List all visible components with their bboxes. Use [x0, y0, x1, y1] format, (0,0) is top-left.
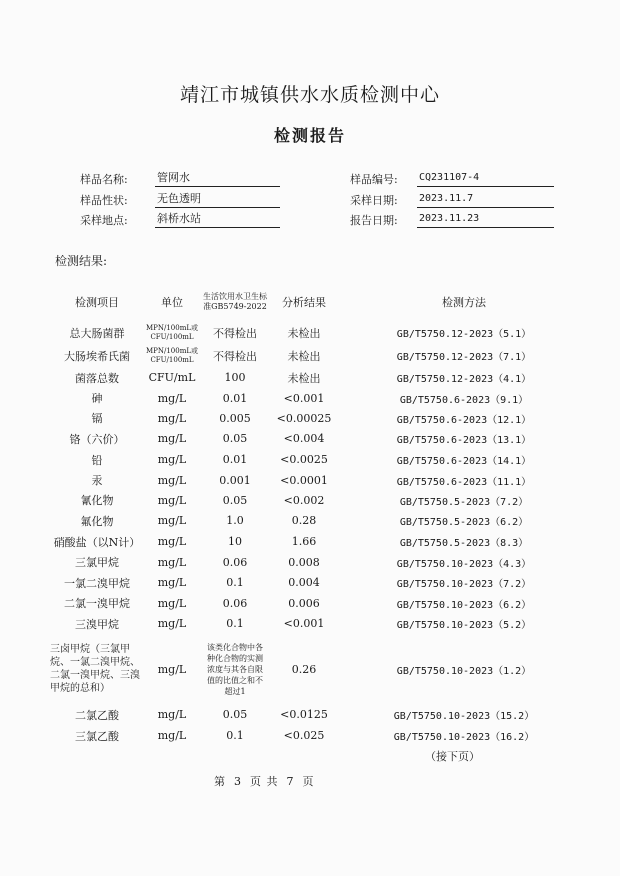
row-standard-cell: 0.06: [222, 596, 248, 610]
report-title: 检测报告: [273, 126, 346, 145]
table-header-row: [50, 283, 590, 321]
row-unit-cell: MPN/100mL或CFU/100mL: [145, 323, 198, 341]
row-standard-cell: 该类化合物中各种化合物的实测浓度与其各自限值的比值之和不超过1: [207, 642, 263, 696]
table-row: [50, 428, 590, 449]
row-item-cell: 汞: [91, 474, 103, 487]
row-method-cell: GB/T5750.10-2023（7.2）: [396, 579, 532, 590]
row-standard-cell: 0.001: [219, 473, 251, 487]
sample-property-label: 样品性状:: [80, 194, 128, 207]
row-result-cell: 未检出: [287, 371, 321, 385]
row-unit-cell: mg/L: [157, 596, 187, 610]
row-item-cell: 砷: [91, 392, 103, 405]
row-standard-cell: 0.05: [222, 432, 248, 445]
sample-property-value: 无色透明: [155, 192, 280, 208]
footer-middle: 页 共: [250, 775, 279, 788]
row-result-cell: 未检出: [287, 326, 321, 340]
row-item-cell: 硝酸盐（以N计）: [53, 535, 141, 549]
results-table: [50, 283, 590, 746]
row-standard-cell: 0.06: [222, 555, 248, 569]
row-item-cell: 氰化物: [80, 494, 114, 507]
row-method-cell: GB/T5750.6-2023（13.1）: [396, 435, 532, 446]
row-result-cell: <0.001: [283, 391, 325, 405]
row-item-cell: 三溴甲烷: [75, 617, 119, 631]
table-body: [50, 321, 590, 746]
row-result-cell: <0.001: [283, 617, 325, 630]
row-standard-cell: 0.05: [222, 493, 248, 507]
row-standard-cell: 10: [228, 535, 242, 548]
row-method-cell: GB/T5750.12-2023（5.1）: [396, 329, 532, 340]
table-row: [50, 613, 590, 634]
row-item-cell: 二氯乙酸: [75, 708, 119, 722]
row-unit-cell: mg/L: [157, 473, 187, 487]
row-unit-cell: mg/L: [157, 391, 187, 405]
footer-suffix: 页: [302, 775, 315, 788]
row-result-cell: 0.26: [291, 662, 317, 676]
row-standard-cell: 0.1: [226, 576, 244, 589]
row-method-cell: GB/T5750.10-2023（4.3）: [396, 558, 532, 570]
row-item-cell: 铬（六价）: [69, 432, 125, 446]
table-row: [50, 572, 590, 593]
row-unit-cell: CFU/mL: [148, 371, 196, 384]
row-unit-cell: mg/L: [157, 617, 187, 630]
table-row: [50, 725, 590, 746]
row-result-cell: 0.004: [288, 576, 320, 589]
sample-name-label: 样品名称:: [80, 173, 128, 186]
row-standard-cell: 1.0: [226, 514, 244, 527]
row-item-cell: 铅: [91, 453, 103, 467]
row-item-cell: 三卤甲烷（三氯甲烷、一氯二溴甲烷、二氯一溴甲烷、三溴甲烷的总和）: [50, 644, 140, 694]
row-standard-cell: 100: [224, 371, 246, 384]
footer-total-pages: 7: [286, 775, 295, 788]
footer-page-number: 3: [234, 775, 242, 788]
row-unit-cell: mg/L: [157, 535, 187, 548]
row-result-cell: <0.0025: [280, 453, 328, 466]
report-date-label: 报告日期:: [350, 214, 398, 227]
row-unit-cell: mg/L: [157, 411, 187, 425]
row-unit-cell: mg/L: [157, 514, 187, 527]
table-row: [50, 344, 590, 367]
row-method-cell: GB/T5750.6-2023（9.1）: [399, 394, 529, 406]
row-standard-cell: 0.01: [222, 391, 248, 405]
table-row: [50, 321, 590, 344]
row-method-cell: GB/T5750.10-2023（1.2）: [396, 665, 532, 677]
page-footer: [210, 773, 319, 789]
sampling-location-value: 斜桥水站: [155, 212, 280, 228]
table-row: [50, 704, 590, 725]
table-row: [50, 490, 590, 510]
row-item-cell: 菌落总数: [75, 371, 119, 385]
row-method-cell: GB/T5750.10-2023（5.2）: [396, 620, 532, 631]
row-method-cell: GB/T5750.5-2023（7.2）: [399, 496, 529, 508]
row-standard-cell: 不得检出: [213, 326, 257, 340]
row-result-cell: 0.006: [288, 596, 320, 610]
table-row: [50, 531, 590, 552]
report-date-value: 2023.11.23: [417, 212, 554, 228]
row-item-cell: 大肠埃希氏菌: [64, 349, 130, 363]
row-method-cell: GB/T5750.5-2023（8.3）: [399, 538, 529, 549]
header-unit: 单位: [161, 296, 183, 309]
table-row: [50, 470, 590, 490]
row-method-cell: GB/T5750.6-2023（12.1）: [396, 414, 532, 426]
sampling-date-value: 2023.11.7: [417, 192, 554, 208]
row-method-cell: GB/T5750.10-2023（6.2）: [396, 599, 532, 611]
footer-prefix: 第: [214, 775, 226, 788]
row-result-cell: <0.025: [283, 729, 325, 742]
table-row: [50, 367, 590, 388]
row-result-cell: 1.66: [291, 535, 317, 548]
table-row: [50, 510, 590, 531]
row-method-cell: GB/T5750.6-2023（11.1）: [396, 476, 532, 488]
row-unit-cell: mg/L: [157, 729, 187, 742]
header-method: 检测方法: [442, 296, 486, 309]
row-item-cell: 三氯乙酸: [75, 729, 119, 743]
row-unit-cell: mg/L: [157, 662, 187, 676]
table-row: [50, 552, 590, 572]
row-unit-cell: mg/L: [157, 576, 187, 589]
table-row: [50, 634, 590, 704]
row-method-cell: GB/T5750.10-2023（15.2）: [393, 711, 535, 722]
row-unit-cell: MPN/100mL或CFU/100mL: [145, 346, 198, 364]
row-result-cell: <0.002: [283, 493, 325, 507]
table-row: [50, 449, 590, 470]
row-result-cell: 0.008: [288, 555, 320, 569]
row-result-cell: <0.004: [283, 432, 325, 445]
sample-info: [0, 0, 620, 240]
organization-name: 靖江市城镇供水水质检测中心: [179, 84, 440, 106]
row-standard-cell: 0.05: [222, 708, 248, 721]
row-item-cell: 三氯甲烷: [75, 556, 119, 569]
row-item-cell: 镉: [91, 412, 103, 425]
results-label: 检测结果:: [55, 254, 108, 268]
row-standard-cell: 0.005: [219, 411, 251, 425]
header-item: 检测项目: [75, 296, 119, 309]
row-standard-cell: 0.01: [222, 453, 248, 466]
table-row: [50, 593, 590, 613]
row-item-cell: 一氯二溴甲烷: [64, 576, 130, 590]
header-result: 分析结果: [282, 296, 326, 309]
table-row: [50, 388, 590, 408]
row-standard-cell: 0.1: [226, 729, 244, 742]
row-method-cell: GB/T5750.12-2023（4.1）: [396, 374, 532, 385]
row-standard-cell: 不得检出: [213, 349, 257, 363]
row-result-cell: 0.28: [291, 514, 317, 527]
row-unit-cell: mg/L: [157, 453, 187, 466]
row-item-cell: 氟化物: [80, 514, 114, 528]
sample-id-value: CQ231107-4: [417, 171, 554, 187]
row-method-cell: GB/T5750.6-2023（14.1）: [396, 456, 532, 467]
table-row: [50, 408, 590, 428]
row-result-cell: <0.00025: [276, 411, 332, 425]
row-result-cell: 未检出: [287, 349, 321, 363]
row-standard-cell: 0.1: [226, 617, 244, 630]
row-unit-cell: mg/L: [157, 555, 187, 569]
row-result-cell: <0.0001: [280, 473, 328, 487]
sampling-location-label: 采样地点:: [80, 214, 128, 227]
header-standard: 生活饮用水卫生标准GB5749-2022: [203, 292, 267, 311]
continued-note: （接下页）: [425, 750, 480, 763]
row-method-cell: GB/T5750.5-2023（6.2）: [399, 517, 529, 528]
row-unit-cell: mg/L: [157, 708, 187, 721]
row-unit-cell: mg/L: [157, 432, 187, 445]
row-unit-cell: mg/L: [157, 493, 187, 507]
sample-name-value: 管网水: [155, 171, 280, 187]
row-method-cell: GB/T5750.10-2023（16.2）: [393, 732, 535, 743]
row-method-cell: GB/T5750.12-2023（7.1）: [396, 352, 532, 363]
row-item-cell: 二氯一溴甲烷: [64, 597, 130, 610]
sample-id-label: 样品编号:: [350, 173, 398, 186]
sampling-date-label: 采样日期:: [350, 194, 398, 207]
row-item-cell: 总大肠菌群: [69, 326, 125, 340]
row-result-cell: <0.0125: [280, 708, 328, 721]
